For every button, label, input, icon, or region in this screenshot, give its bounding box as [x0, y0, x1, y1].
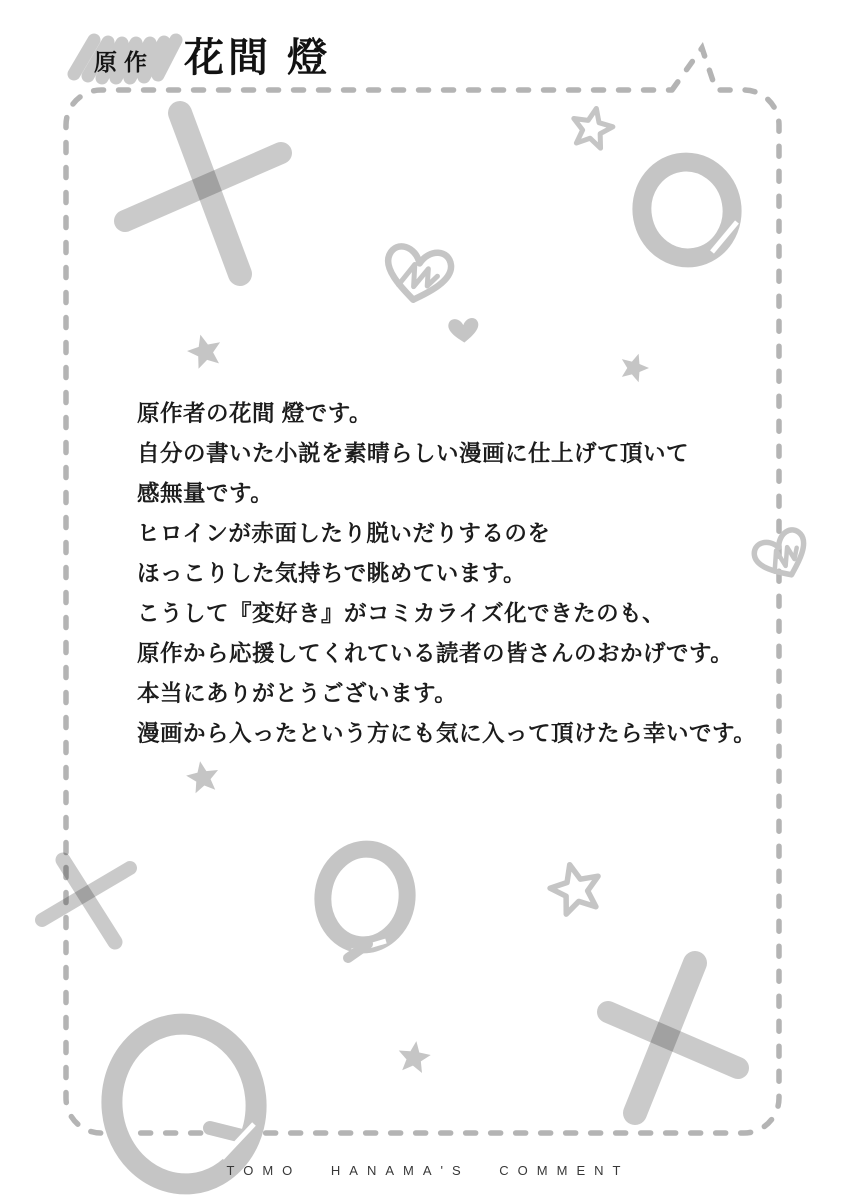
comment-line: 原作者の花間 燈です。 [137, 401, 372, 426]
star-small-below-text [184, 758, 221, 794]
x-doodle-top-left [125, 113, 281, 274]
comment-line: 本当にありがとうございます。 [137, 681, 458, 706]
heart-scribble-right-edge [751, 526, 815, 585]
role-label-text: 原作 [94, 49, 154, 75]
x-doodle-bottom-right [608, 963, 738, 1113]
original-author-label [64, 30, 186, 86]
comment-line: ほっこりした気持ちで眺めています。 [137, 561, 526, 586]
o-doodle-top-right [634, 155, 739, 265]
footer-caption: TOMO HANAMA'S COMMENT [226, 1163, 630, 1178]
star-small-bottom-center [396, 1039, 432, 1074]
heart-scribble-center [382, 244, 453, 305]
comment-line: 自分の書いた小説を素晴らしい漫画に仕上げて頂いて [137, 441, 690, 466]
x-doodle-left-edge [42, 860, 130, 942]
star-small-right [617, 349, 653, 384]
star-outline-bottom-right [546, 859, 605, 917]
comment-text [137, 394, 756, 754]
comment-line: 漫画から入ったという方にも気に入って頂けたら幸いです。 [137, 721, 757, 746]
comment-line: こうして『変好き』がコミカライズ化できたのも、 [137, 601, 666, 626]
comment-line: 原作から応援してくれている読者の皆さんのおかげです。 [137, 641, 734, 666]
comment-line: 感無量です。 [137, 481, 274, 506]
author-name: 花間 燈 [184, 36, 332, 80]
comment-line: ヒロインが赤面したり脱いだりするのを [137, 521, 551, 546]
star-small-left [184, 330, 225, 370]
o-doodle-bottom-center [317, 844, 414, 958]
heart-solid-center [448, 318, 480, 344]
star-outline-top-right [569, 104, 616, 149]
